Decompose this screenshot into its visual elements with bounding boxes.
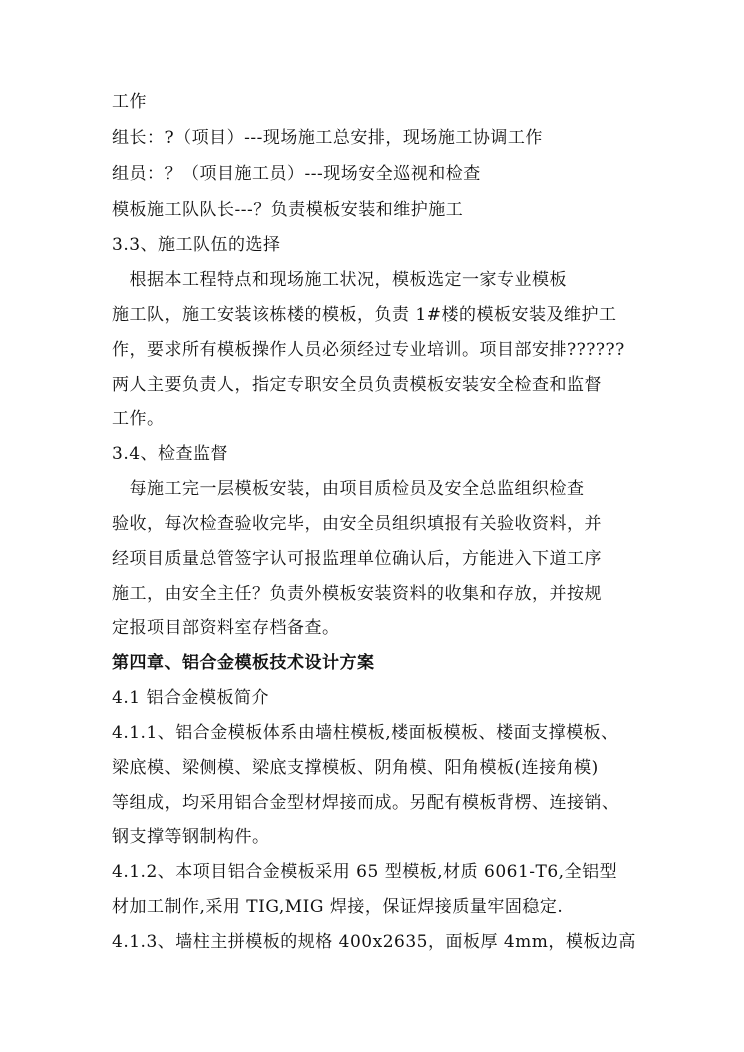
section-heading: 3.4、检查监督 bbox=[112, 444, 229, 464]
paragraph-line: 4.1.3、墙柱主拼模板的规格 400x2635，面板厚 4mm，模板边高 bbox=[112, 932, 636, 952]
paragraph-line: 钢支撑等钢制构件。 bbox=[112, 827, 270, 847]
text-line: 工作 bbox=[112, 92, 147, 112]
text-line: 组员：？（项目施工员）---现场安全巡视和检查 bbox=[112, 164, 481, 184]
paragraph-line: 经项目质量总管签字认可报监理单位确认后，方能进入下道工序 bbox=[112, 549, 602, 569]
section-heading: 3.3、施工队伍的选择 bbox=[112, 235, 281, 255]
paragraph-line: 等组成，均采用铝合金型材焊接而成。另配有模板背楞、连接销、 bbox=[112, 793, 620, 813]
paragraph-line: 工作。 bbox=[112, 409, 165, 429]
section-heading: 4.1 铝合金模板简介 bbox=[112, 688, 269, 708]
paragraph-line: 材加工制作,采用 TIG,MIG 焊接，保证焊接质量牢固稳定. bbox=[112, 897, 564, 917]
paragraph-line: 梁底模、梁侧模、梁底支撑模板、阴角模、阳角模板(连接角模) bbox=[112, 758, 599, 778]
paragraph-line: 作，要求所有模板操作人员必须经过专业培训。项目部安排?????? bbox=[112, 340, 625, 360]
paragraph-line: 根据本工程特点和现场施工状况，模板选定一家专业模板 bbox=[112, 270, 567, 290]
chapter-heading: 第四章、铝合金模板技术设计方案 bbox=[112, 653, 375, 673]
text-line: 组长：?（项目）---现场施工总安排，现场施工协调工作 bbox=[112, 128, 543, 148]
paragraph-line: 4.1.1、铝合金模板体系由墙柱模板,楼面板模板、楼面支撑模板、 bbox=[112, 723, 619, 743]
text-line: 模板施工队队长---？负责模板安装和维护施工 bbox=[112, 200, 464, 220]
paragraph-line: 两人主要负责人，指定专职安全员负责模板安装安全检查和监督 bbox=[112, 375, 602, 395]
paragraph-line: 施工，由安全主任？负责外模板安装资料的收集和存放，并按规 bbox=[112, 584, 602, 604]
paragraph-line: 4.1.2、本项目铝合金模板采用 65 型模板,材质 6061-T6,全铝型 bbox=[112, 862, 618, 882]
paragraph-line: 定报项目部资料室存档备查。 bbox=[112, 618, 340, 638]
paragraph-line: 施工队，施工安装该栋楼的模板，负责 1#楼的模板安装及维护工 bbox=[112, 305, 617, 325]
paragraph-line: 每施工完一层模板安装，由项目质检员及安全总监组织检查 bbox=[112, 479, 585, 499]
paragraph-line: 验收，每次检查验收完毕，由安全员组织填报有关验收资料，并 bbox=[112, 514, 602, 534]
